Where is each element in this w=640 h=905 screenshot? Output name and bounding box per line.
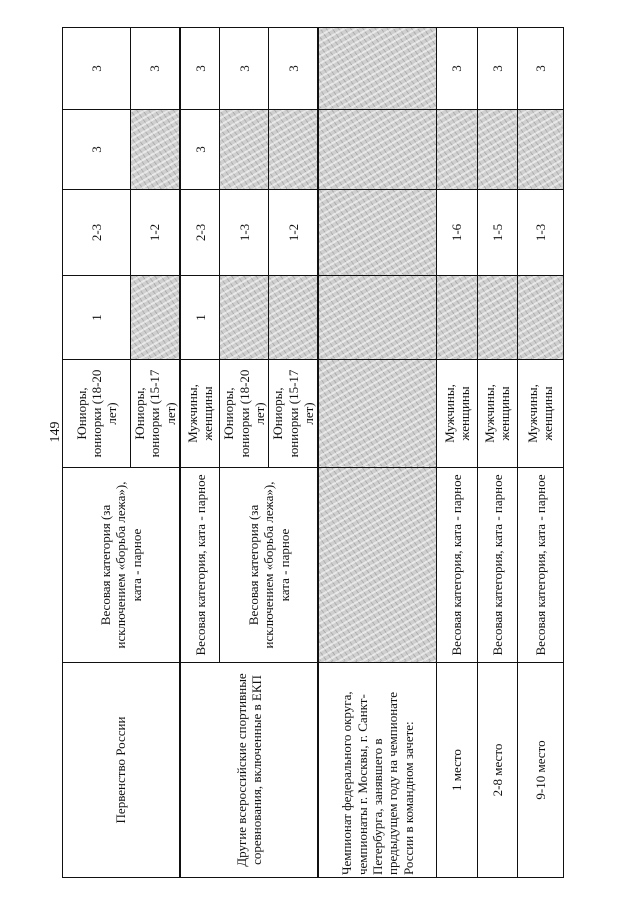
- group-cell: Мужчины, женщины: [477, 360, 517, 468]
- group-cell: Юниоры, юниорки (18-20 лет): [63, 360, 131, 468]
- event-cell: Другие всероссийские спортивные соревнования, включенные в ЕКП: [180, 663, 318, 878]
- discipline-cell: Весовая категория, ката - парное: [180, 468, 220, 663]
- shaded-cell: [477, 110, 517, 190]
- event-cell: 1 место: [436, 663, 477, 878]
- value-cell: 2-3: [180, 190, 220, 276]
- discipline-cell: Весовая категория (за исключением «борьба лежа»), ката - парное: [220, 468, 318, 663]
- group-cell: Юниоры, юниорки (18-20 лет): [220, 360, 269, 468]
- value-cell: 3: [220, 28, 269, 110]
- event-cell: Первенство России: [63, 663, 180, 878]
- value-cell: 3: [63, 28, 131, 110]
- table-row: [63, 28, 131, 878]
- value-cell: 2-3: [63, 190, 131, 276]
- shaded-cell: [318, 28, 436, 110]
- value-cell: 1-2: [269, 190, 318, 276]
- value-cell: 3: [180, 28, 220, 110]
- value-cell: 3: [131, 28, 180, 110]
- shaded-cell: [318, 110, 436, 190]
- discipline-cell: Весовая категория, ката - парное: [477, 468, 517, 663]
- group-cell: Юниоры, юниорки (15-17 лет): [131, 360, 180, 468]
- table-row: [477, 28, 517, 878]
- shaded-cell: [517, 110, 563, 190]
- discipline-cell: Весовая категория (за исключением «борьба лежа»), ката - парное: [63, 468, 180, 663]
- shaded-cell: [269, 110, 318, 190]
- event-cell: 9-10 место: [517, 663, 563, 878]
- event-cell: Чемпионат федерального округа, чемпионаты г. Москвы, г. Санкт-Петербурга, занявшего в предыдущем году на чемпионате России в командном зачете:: [318, 663, 436, 878]
- shaded-cell: [477, 276, 517, 360]
- value-cell: 1: [180, 276, 220, 360]
- shaded-cell: [131, 110, 180, 190]
- shaded-cell: [436, 110, 477, 190]
- table-row: [318, 28, 436, 878]
- shaded-cell: [318, 190, 436, 276]
- page-number: 149: [48, 421, 63, 443]
- shaded-cell: [318, 360, 436, 468]
- table-row: [436, 28, 477, 878]
- value-cell: 3: [477, 28, 517, 110]
- discipline-cell: Весовая категория, ката - парное: [436, 468, 477, 663]
- shaded-cell: [269, 276, 318, 360]
- value-cell: 1-3: [517, 190, 563, 276]
- value-cell: 1: [63, 276, 131, 360]
- rotated-table-wrapper: [62, 28, 556, 878]
- shaded-cell: [318, 276, 436, 360]
- shaded-cell: [517, 276, 563, 360]
- value-cell: 1-3: [220, 190, 269, 276]
- group-cell: Мужчины, женщины: [436, 360, 477, 468]
- group-cell: Мужчины, женщины: [517, 360, 563, 468]
- table-row: [180, 28, 220, 878]
- value-cell: 3: [269, 28, 318, 110]
- shaded-cell: [220, 276, 269, 360]
- value-cell: 3: [63, 110, 131, 190]
- shaded-cell: [220, 110, 269, 190]
- shaded-cell: [436, 276, 477, 360]
- shaded-cell: [318, 468, 436, 663]
- value-cell: 1-5: [477, 190, 517, 276]
- value-cell: 1-2: [131, 190, 180, 276]
- value-cell: 1-6: [436, 190, 477, 276]
- value-cell: 3: [180, 110, 220, 190]
- qualification-table: [62, 27, 564, 878]
- value-cell: 3: [517, 28, 563, 110]
- shaded-cell: [131, 276, 180, 360]
- value-cell: 3: [436, 28, 477, 110]
- group-cell: Мужчины, женщины: [180, 360, 220, 468]
- table-row: [517, 28, 563, 878]
- discipline-cell: Весовая категория, ката - парное: [517, 468, 563, 663]
- event-cell: 2-8 место: [477, 663, 517, 878]
- group-cell: Юниоры, юниорки (15-17 лет): [269, 360, 318, 468]
